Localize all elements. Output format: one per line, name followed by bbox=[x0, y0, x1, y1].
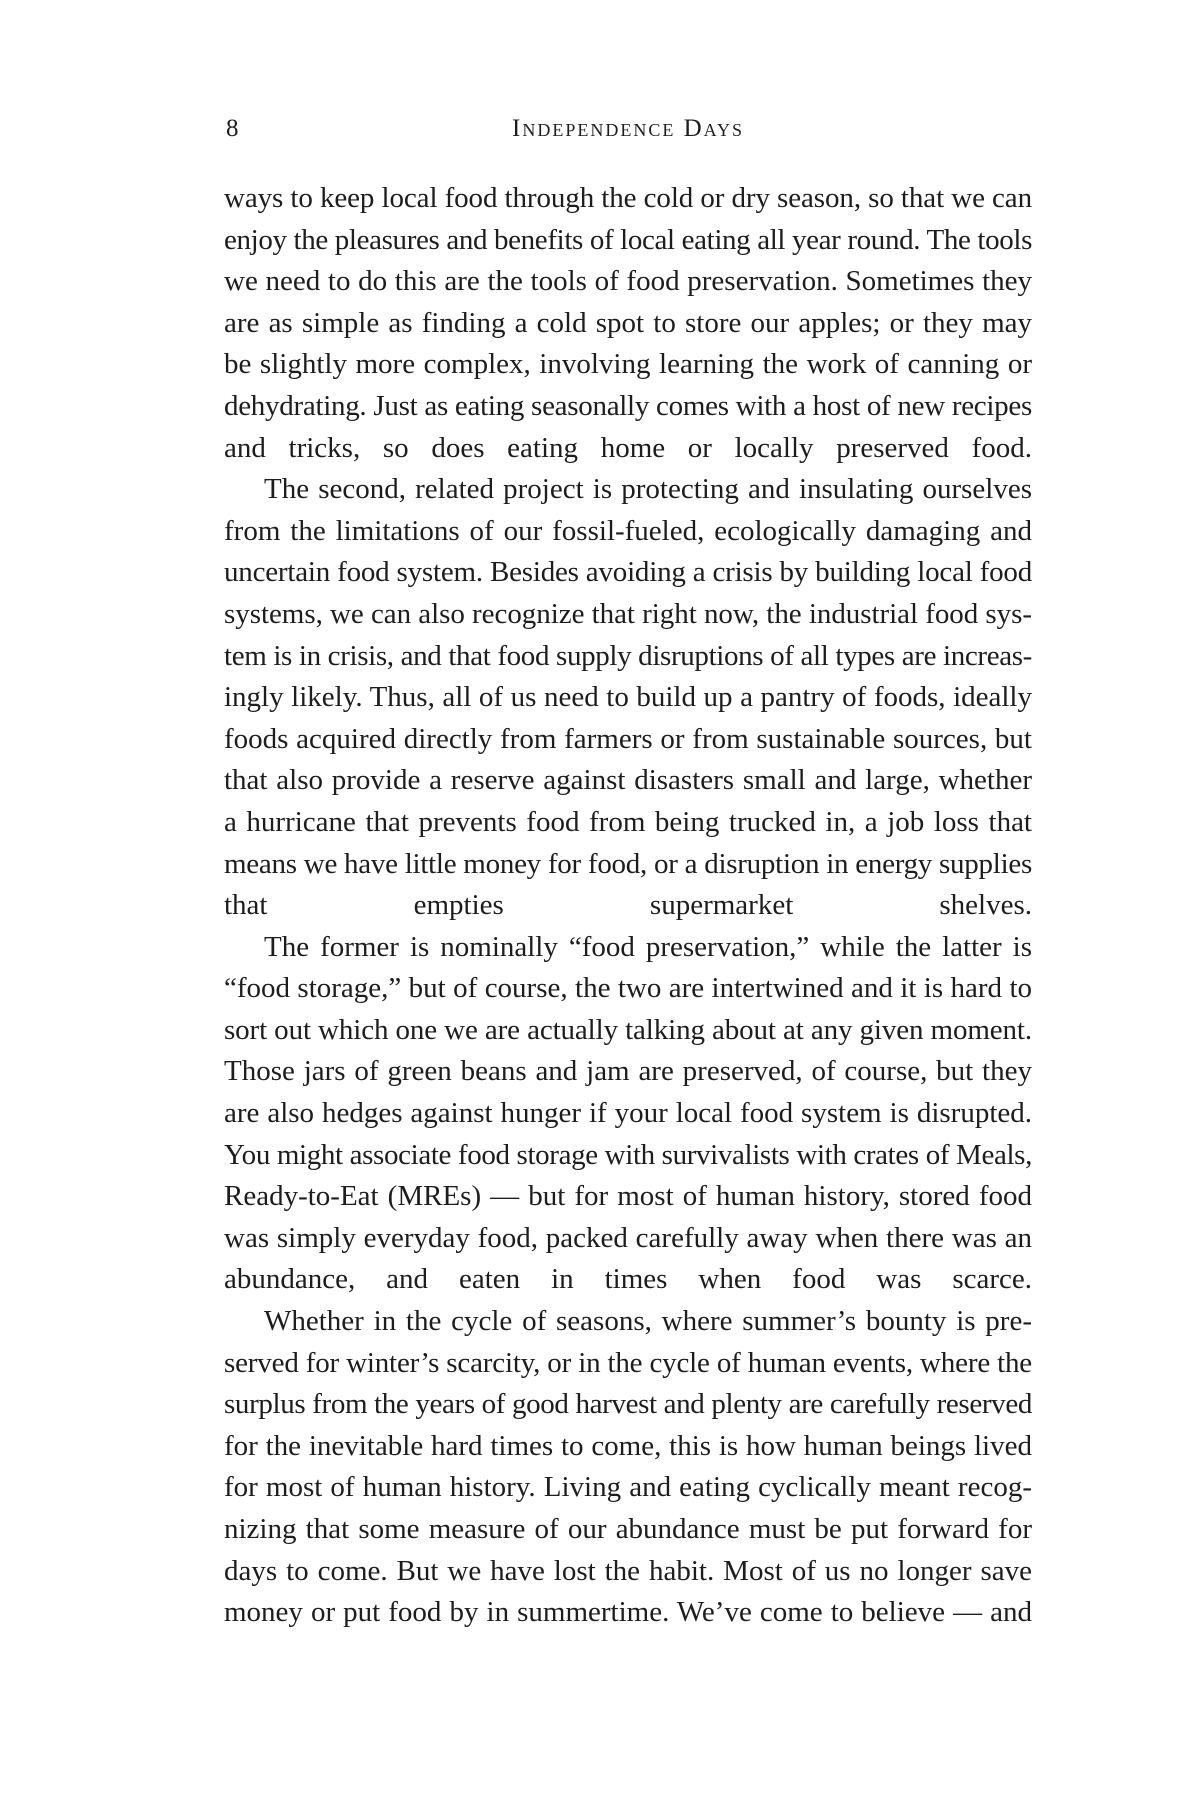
text-line: we need to do this are the tools of food preservation. Sometimes they bbox=[224, 265, 1032, 298]
text-line: a hurricane that prevents food from being trucked in, a job loss that bbox=[224, 805, 1032, 838]
paragraph bbox=[224, 178, 1032, 469]
text-line: be slightly more complex, involving learning the work of canning or bbox=[224, 348, 1032, 381]
text-line: ways to keep local food through the cold or dry season, so that we can bbox=[224, 182, 1032, 214]
text-line: systems, we can also recognize that right now, the industrial food sys- bbox=[224, 597, 1032, 630]
text-line: and tricks, so does eating home or locally preserved food. bbox=[224, 431, 1032, 464]
text-line: dehydrating. Just as eating seasonally comes with a host of new recipes bbox=[224, 389, 1032, 422]
text-line: are also hedges against hunger if your local food system is disrupted. bbox=[224, 1097, 1032, 1130]
text-line: served for winter’s scarcity, or in the cycle of human events, where the bbox=[224, 1346, 1032, 1379]
book-title: Independence Days bbox=[512, 115, 744, 142]
text-line: money or put food by in summertime. We’ve come to believe — and bbox=[224, 1596, 1032, 1629]
running-head bbox=[224, 112, 1032, 146]
text-line: nizing that some measure of our abundance must be put forward for bbox=[224, 1513, 1032, 1545]
text-line: are as simple as finding a cold spot to store our apples; or they may bbox=[224, 306, 1032, 339]
paragraph bbox=[224, 927, 1032, 1301]
text-line: surplus from the years of good harvest and plenty are carefully reserved bbox=[224, 1388, 1032, 1421]
text-line: uncertain food system. Besides avoiding a crisis by building local food bbox=[224, 556, 1032, 589]
text-line: Those jars of green beans and jam are preserved, of course, but they bbox=[224, 1055, 1032, 1088]
text-line: foods acquired directly from farmers or from sustainable sources, but bbox=[224, 722, 1032, 755]
text-line: You might associate food storage with survivalists with crates of Meals, bbox=[224, 1138, 1032, 1171]
text-line: tem is in crisis, and that food supply disruptions of all types are increas- bbox=[224, 639, 1032, 672]
text-line: sort out which one we are actually talking about at any given moment. bbox=[224, 1013, 1032, 1046]
text-line: for most of human history. Living and eating cyclically meant recog- bbox=[224, 1471, 1032, 1504]
text-line: The second, related project is protecting and insulating ourselves bbox=[264, 473, 1032, 506]
page-number: 8 bbox=[226, 115, 239, 142]
text-line: abundance, and eaten in times when food was scarce. bbox=[224, 1263, 1032, 1296]
text-line: from the limitations of our fossil-fueled, ecologically damaging and bbox=[224, 514, 1032, 547]
text-line: days to come. But we have lost the habit. Most of us no longer save bbox=[224, 1554, 1032, 1587]
text-line: that empties supermarket shelves. bbox=[224, 889, 1032, 922]
text-line: The former is nominally “food preservation,” while the latter is bbox=[264, 930, 1032, 963]
paragraph bbox=[224, 469, 1032, 927]
text-line: Ready-to-Eat (MREs) — but for most of human history, stored food bbox=[224, 1180, 1032, 1213]
text-line: ingly likely. Thus, all of us need to build up a pantry of foods, ideally bbox=[224, 681, 1032, 714]
text-line: enjoy the pleasures and benefits of local eating all year round. The tools bbox=[224, 223, 1032, 256]
text-line: for the inevitable hard times to come, this is how human beings lived bbox=[224, 1429, 1032, 1462]
paragraph bbox=[224, 1301, 1032, 1634]
text-line: was simply everyday food, packed carefully away when there was an bbox=[224, 1221, 1032, 1254]
text-line: means we have little money for food, or a disruption in energy supplies bbox=[224, 847, 1032, 880]
body-text bbox=[224, 178, 1032, 1634]
text-line: that also provide a reserve against disasters small and large, whether bbox=[224, 764, 1032, 797]
text-line: Whether in the cycle of seasons, where summer’s bounty is pre- bbox=[264, 1305, 1032, 1338]
text-line: “food storage,” but of course, the two are intertwined and it is hard to bbox=[224, 972, 1032, 1005]
